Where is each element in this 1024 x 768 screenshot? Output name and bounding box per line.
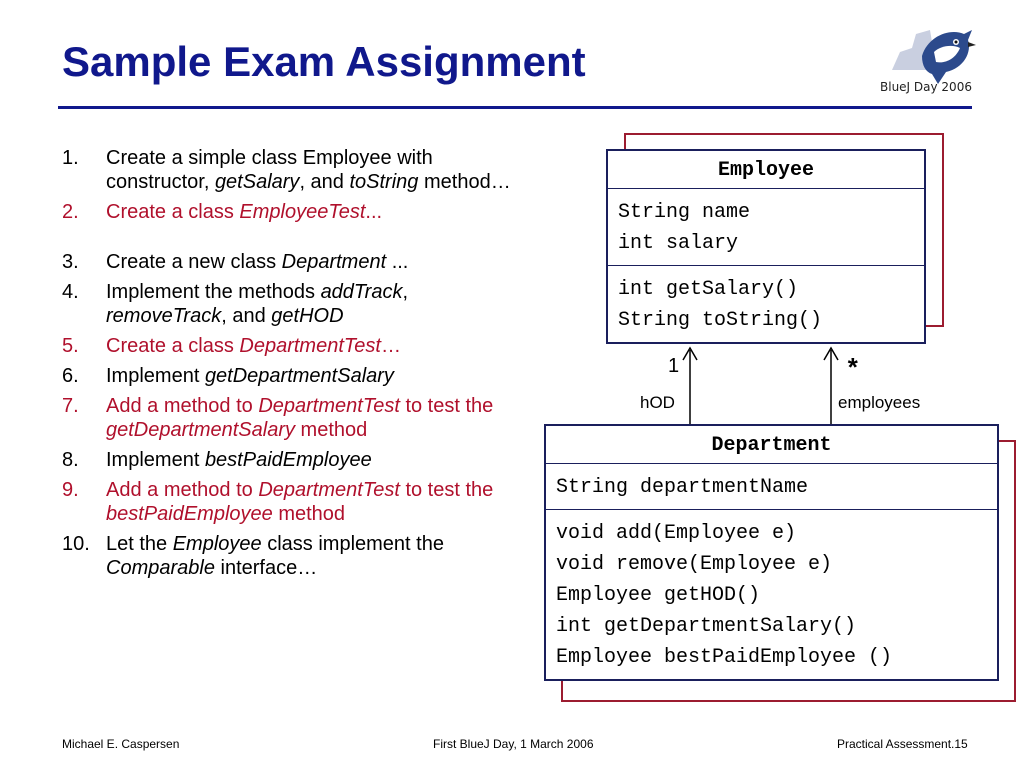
step-text: Implement the methods xyxy=(106,281,321,303)
assignment-steps-list xyxy=(62,146,512,586)
step-number: 6. xyxy=(62,365,79,387)
department-method: int getDepartmentSalary() xyxy=(556,615,857,638)
department-method: void remove(Employee e) xyxy=(556,553,833,576)
step-text: Create a class xyxy=(106,335,240,357)
employee-class-name: Employee xyxy=(608,151,924,189)
step-item xyxy=(62,448,512,472)
step-text: Create a simple class Employee with constructor, xyxy=(106,147,433,193)
employee-class-box xyxy=(606,149,926,344)
step-item xyxy=(62,250,512,274)
step-identifier: DepartmentTest xyxy=(258,479,400,501)
step-item xyxy=(62,280,512,328)
step-text: Add a method to xyxy=(106,479,259,501)
step-identifier: bestPaidEmployee xyxy=(204,449,372,471)
step-number: 9. xyxy=(62,479,79,501)
step-text: Create a class xyxy=(106,201,240,223)
step-text: to test the xyxy=(399,479,494,501)
step-item xyxy=(62,532,512,580)
step-item xyxy=(62,146,512,194)
department-methods xyxy=(546,509,997,679)
step-text: Let the xyxy=(106,533,173,555)
employee-field: int salary xyxy=(618,232,739,255)
step-identifier: getHOD xyxy=(271,305,344,327)
step-identifier: DepartmentTest xyxy=(258,395,400,417)
employees-association-line xyxy=(824,348,838,424)
footer-event: First BlueJ Day, 1 March 2006 xyxy=(433,737,594,751)
step-text: Create a new class xyxy=(106,251,282,273)
step-identifier: DepartmentTest xyxy=(239,335,381,357)
step-identifier: Department xyxy=(281,251,387,273)
step-number: 4. xyxy=(62,281,79,303)
footer-author: Michael E. Caspersen xyxy=(62,737,180,751)
step-text: … xyxy=(380,335,401,357)
step-item xyxy=(62,334,512,358)
hod-multiplicity: 1 xyxy=(668,355,680,377)
step-text: ... xyxy=(365,201,383,223)
step-text: ... xyxy=(386,251,409,273)
hod-role-label: hOD xyxy=(640,393,675,412)
step-number: 3. xyxy=(62,251,79,273)
step-item xyxy=(62,200,512,224)
step-number: 8. xyxy=(62,449,79,471)
employee-fields xyxy=(608,189,924,265)
title-underline xyxy=(58,106,972,109)
employee-method: String toString() xyxy=(618,309,823,332)
step-text: Implement xyxy=(106,449,205,471)
step-item xyxy=(62,394,512,442)
step-number: 5. xyxy=(62,335,79,357)
step-number: 1. xyxy=(62,147,79,169)
step-identifier: getDepartmentSalary xyxy=(204,365,394,387)
step-text: method xyxy=(294,419,368,441)
logo-text: BlueJ Day 2006 xyxy=(880,80,972,94)
step-text: , and xyxy=(299,171,350,193)
step-text: class implement the xyxy=(261,533,444,555)
step-item xyxy=(62,478,512,526)
step-item xyxy=(62,364,512,388)
department-method: Employee bestPaidEmployee () xyxy=(556,646,893,669)
step-identifier: getSalary xyxy=(214,171,300,193)
department-class-box xyxy=(544,424,999,681)
step-text: interface… xyxy=(214,557,318,579)
step-text: , xyxy=(402,281,409,303)
employee-method: int getSalary() xyxy=(618,278,799,301)
step-text: , and xyxy=(221,305,272,327)
step-number: 2. xyxy=(62,201,79,223)
step-identifier: removeTrack xyxy=(106,305,222,327)
step-identifier: getDepartmentSalary xyxy=(106,419,295,441)
step-text: method xyxy=(272,503,346,525)
step-text: method… xyxy=(418,171,511,193)
department-fields xyxy=(546,464,997,509)
step-identifier: toString xyxy=(349,171,419,193)
step-text: Add a method to xyxy=(106,395,259,417)
step-identifier: Comparable xyxy=(106,557,215,579)
employees-role-label: employees xyxy=(838,393,921,412)
employee-methods xyxy=(608,265,924,342)
department-class-name: Department xyxy=(546,426,997,464)
department-method: void add(Employee e) xyxy=(556,522,797,545)
employees-multiplicity: * xyxy=(845,355,861,385)
slide-title: Sample Exam Assignment xyxy=(62,38,586,85)
footer-slide-number: Practical Assessment.15 xyxy=(837,737,968,751)
step-identifier: bestPaidEmployee xyxy=(106,503,273,525)
step-identifier: EmployeeTest xyxy=(239,201,366,223)
hod-association-line xyxy=(683,348,697,424)
step-identifier: Employee xyxy=(172,533,262,555)
employee-field: String name xyxy=(618,201,751,224)
step-number: 10. xyxy=(62,533,90,555)
step-text: Implement xyxy=(106,365,205,387)
step-identifier: addTrack xyxy=(320,281,403,303)
step-number: 7. xyxy=(62,395,79,417)
department-field: String departmentName xyxy=(556,476,809,499)
step-text: to test the xyxy=(399,395,494,417)
department-method: Employee getHOD() xyxy=(556,584,761,607)
